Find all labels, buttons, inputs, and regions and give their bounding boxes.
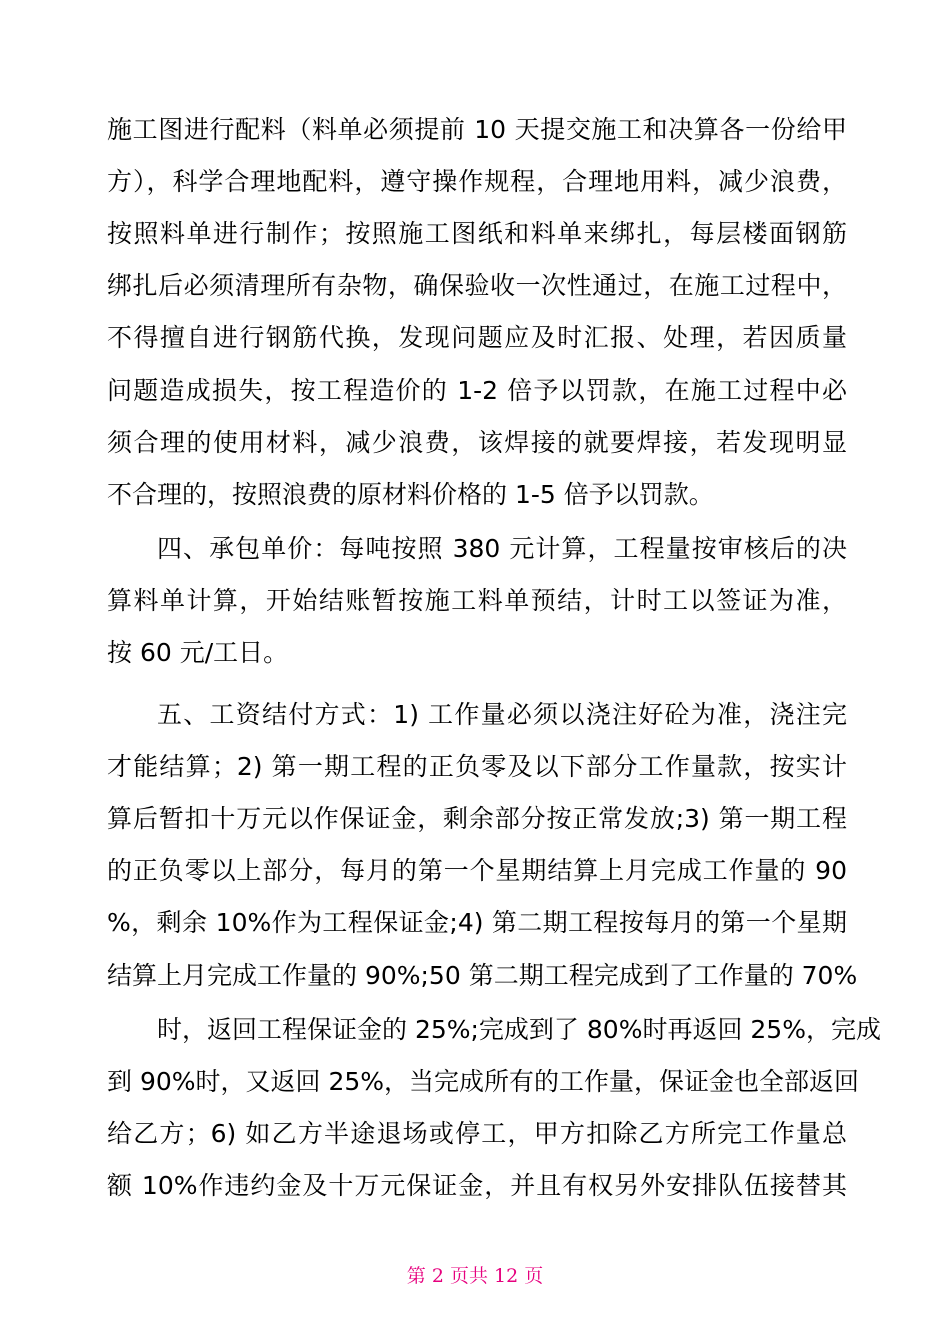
text-line: 才能结算；2) 第一期工程的正负零及以下部分工作量款，按实计	[107, 752, 847, 781]
paragraph-first-line: 五、工资结付方式：1) 工作量必须以浇注好砼为准，浇注完	[157, 700, 847, 729]
text-line: 给乙方；6) 如乙方半途退场或停工，甲方扣除乙方所完工作量总	[107, 1119, 847, 1148]
text-line: 不合理的，按照浪费的原材料价格的 1-5 倍予以罚款。	[107, 480, 714, 509]
text-line: 额 10%作违约金及十万元保证金，并且有权另外安排队伍接替其	[107, 1171, 847, 1200]
page-number-footer: 第 2 页共 12 页	[406, 1265, 544, 1287]
text-line: 算后暂扣十万元以作保证金，剩余部分按正常发放;3) 第一期工程	[107, 804, 848, 833]
text-line: %，剩余 10%作为工程保证金;4) 第二期工程按每月的第一个星期	[107, 908, 847, 937]
text-line: 算料单计算，开始结账暂按施工料单预结，计时工以签证为准，	[107, 586, 847, 615]
text-line: 按 60 元/工日。	[107, 638, 289, 667]
paragraph-first-line: 时，返回工程保证金的 25%;完成到了 80%时再返回 25%，完成	[157, 1015, 881, 1044]
text-line: 绑扎后必须清理所有杂物，确保验收一次性通过，在施工过程中，	[107, 271, 847, 300]
text-line: 到 90%时，又返回 25%，当完成所有的工作量，保证金也全部返回	[107, 1067, 860, 1096]
text-line: 按照料单进行制作；按照施工图纸和料单来绑扎，每层楼面钢筋	[107, 219, 847, 248]
text-line: 方），科学合理地配料，遵守操作规程，合理地用料，减少浪费，	[107, 167, 847, 196]
text-line: 问题造成损失，按工程造价的 1-2 倍予以罚款，在施工过程中必	[107, 376, 847, 405]
text-line: 不得擅自进行钢筋代换，发现问题应及时汇报、处理，若因质量	[107, 323, 847, 352]
text-line: 的正负零以上部分，每月的第一个星期结算上月完成工作量的 90	[107, 856, 847, 885]
paragraph-first-line: 四、承包单价：每吨按照 380 元计算，工程量按审核后的决	[157, 534, 847, 563]
text-line: 施工图进行配料（料单必须提前 10 天提交施工和决算各一份给甲	[107, 115, 847, 144]
text-line: 结算上月完成工作量的 90%;50 第二期工程完成到了工作量的 70%	[107, 961, 858, 990]
text-line: 须合理的使用材料，减少浪费，该焊接的就要焊接，若发现明显	[107, 428, 847, 457]
